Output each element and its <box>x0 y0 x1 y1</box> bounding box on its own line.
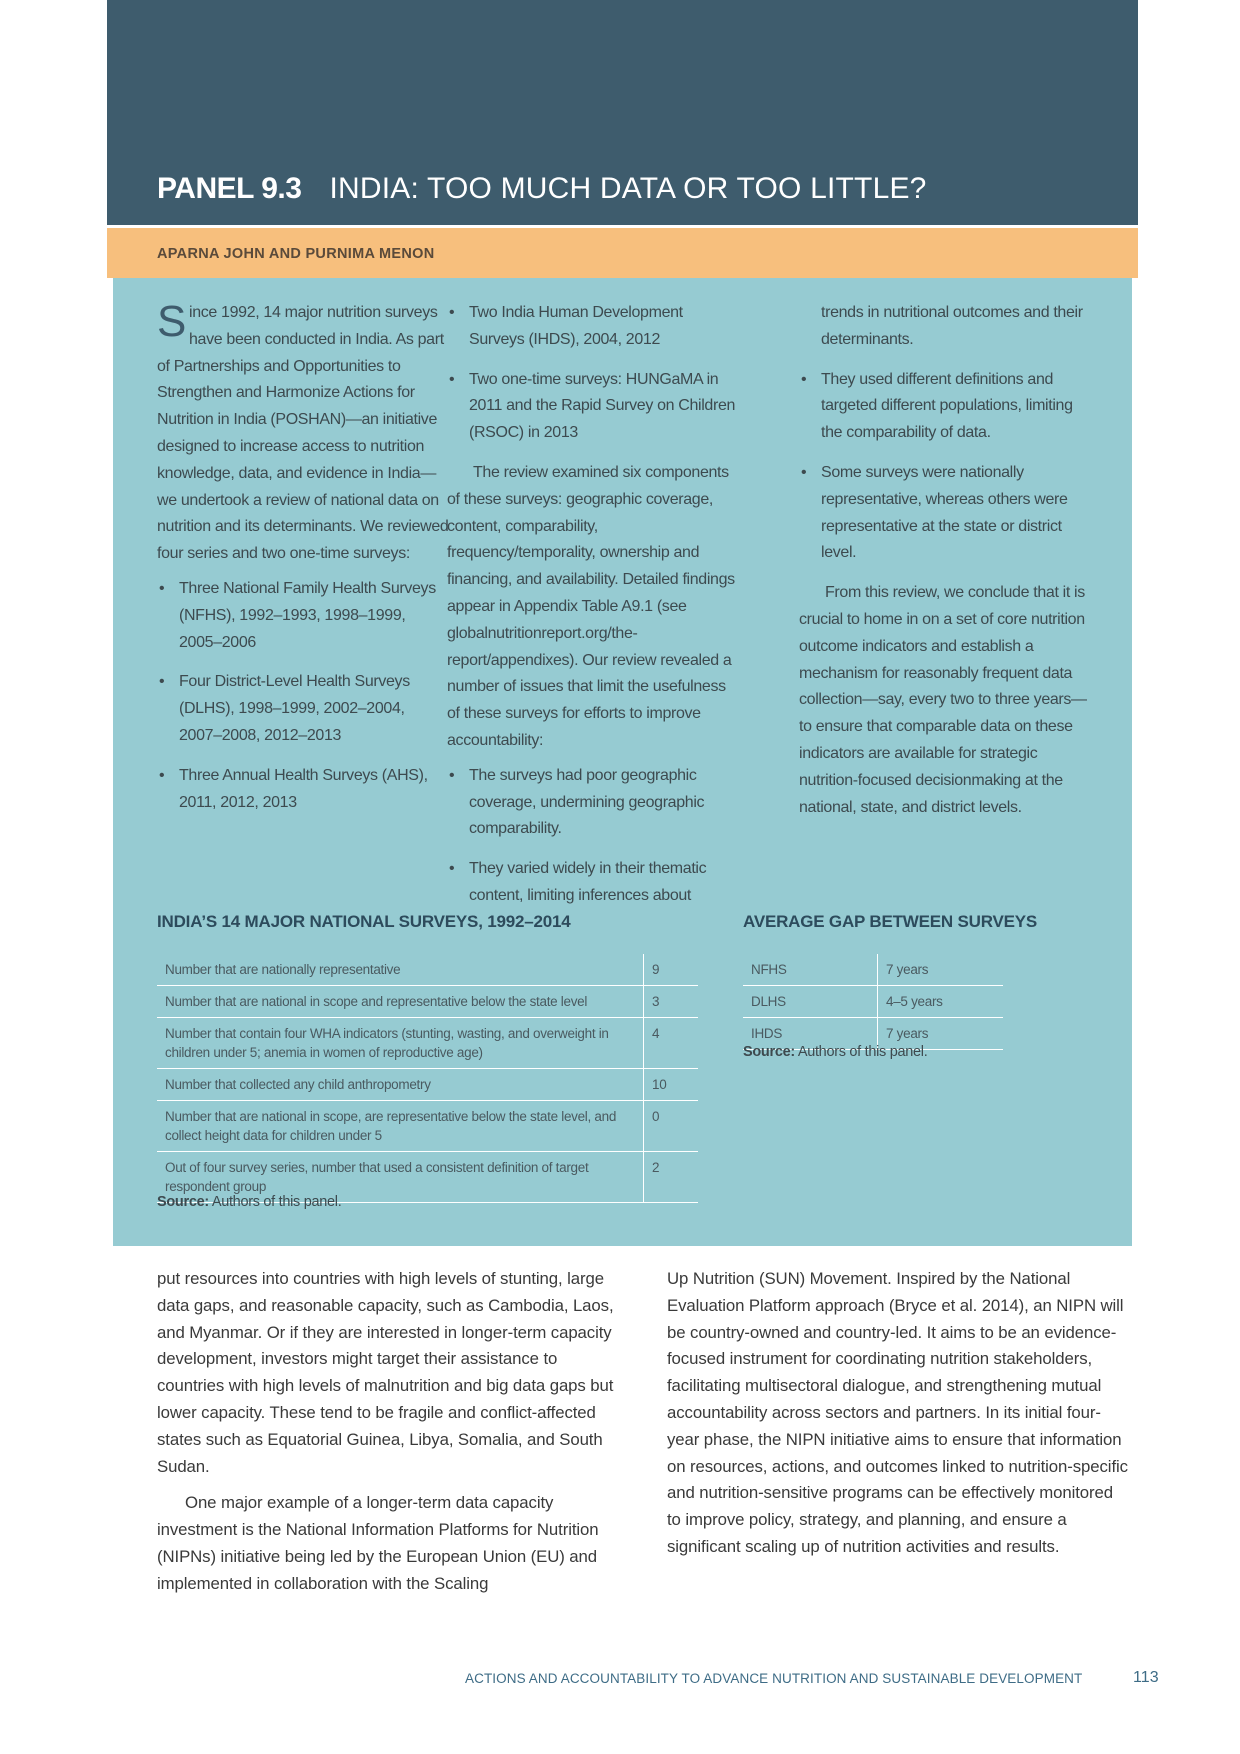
survey-list-1 <box>157 576 449 816</box>
page-number: 113 <box>1133 1669 1159 1686</box>
bullet-icon: • <box>159 673 165 691</box>
list-item: • Some surveys were nationally representative, whereas others were representative at the state or district level. <box>799 460 1091 567</box>
bullet-icon: • <box>449 370 455 388</box>
list-item: • Two India Human Development Surveys (IHDS), 2004, 2012 <box>447 300 739 354</box>
bullet-icon: • <box>449 766 455 784</box>
running-title: ACTIONS AND ACCOUNTABILITY TO ADVANCE NUTRITION AND SUSTAINABLE DEVELOPMENT <box>465 1671 1083 1686</box>
table-row: DLHS 4–5 years <box>743 986 1003 1018</box>
panel-column-2 <box>447 300 739 923</box>
table-row: Number that are national in scope, are representative below the state level, and collect height data for children under 5 0 <box>157 1101 698 1152</box>
conclusion-paragraph: From this review, we conclude that it is crucial to home in on a set of core nutrition outcome indicators and establish a mechanism for reasonably frequent data collection—say, every two to three years—to ensure that comparable data on these indicators are available for strategic nutrition-focused decisionmaking at the national, state, and district levels. <box>799 584 1087 816</box>
body-paragraph: One major example of a longer-term data capacity investment is the National Information Platforms for Nutrition (NIPNs) initiative being led by the European Union (EU) and implemented in collaboration with the Scaling <box>157 1493 599 1593</box>
table-row: IHDS 7 years <box>743 1018 1003 1050</box>
table-row: NFHS 7 years <box>743 954 1003 986</box>
table-row: Number that contain four WHA indicators (stunting, wasting, and overweight in children under 5; anemia in women of reproductive age) 4 <box>157 1018 698 1069</box>
table-row: Number that are nationally representative 9 <box>157 954 698 986</box>
surveys-table <box>157 954 698 1203</box>
body-column-right <box>667 1266 1129 1571</box>
intro-text: ince 1992, 14 major nutrition surveys have been conducted in India. As part of Partnerships and Opportunities to Strengthen and Harmonize Actions for Nutrition in India (POSHAN)—an initiative designed to increase access to nutrition knowledge, data, and evidence in India—we undertook a review of national data on nutrition and its determinants. We reviewed four series and two one-time surveys: <box>157 304 449 563</box>
panel-title-text: INDIA: TOO MUCH DATA OR TOO LITTLE? <box>329 172 927 205</box>
body-column-left <box>157 1266 619 1608</box>
survey-list-2 <box>447 300 739 447</box>
page-footer <box>465 1671 1165 1695</box>
gap-table-source: Source: Authors of this panel. <box>743 1044 928 1060</box>
bullet-icon: • <box>801 370 807 388</box>
authors: APARNA JOHN AND PURNIMA MENON <box>157 246 435 262</box>
gap-table <box>743 954 1003 1050</box>
panel-number: PANEL 9.3 <box>157 172 302 205</box>
list-item: • They used different definitions and targeted different populations, limiting the comparability of data. <box>799 367 1091 447</box>
table-row: Out of four survey series, number that used a consistent definition of target respondent group 2 <box>157 1152 698 1203</box>
list-item: • They varied widely in their thematic content, limiting inferences about <box>447 856 739 910</box>
body-paragraph: Up Nutrition (SUN) Movement. Inspired by the National Evaluation Platform approach (Bryce et al. 2014), an NIPN will be country-owned and country-led. It aims to be an evidence-focused instrument for coordinating nutrition stakeholders, facilitating multisectoral dialogue, and strengthening mutual accountability across sectors and partners. In its initial four-year phase, the NIPN initiative aims to ensure that information on resources, actions, and outcomes linked to nutrition-specific and nutrition-sensitive programs can be effectively monitored to improve policy, strategy, and planning, and ensure a significant scaling up of nutrition activities and results. <box>667 1269 1128 1556</box>
panel-header <box>107 0 1138 225</box>
list-item: • Three Annual Health Surveys (AHS), 2011, 2012, 2013 <box>157 763 449 817</box>
panel-column-1 <box>157 297 449 829</box>
panel-title <box>157 172 927 206</box>
body-paragraph: put resources into countries with high levels of stunting, large data gaps, and reasonable capacity, such as Cambodia, Laos, and Myanmar. Or if they are interested in longer-term capacity development, investors might target their assistance to countries with high levels of malnutrition and big data gaps but lower capacity. These tend to be fragile and conflict-affected states such as Equatorial Guinea, Libya, Somalia, and South Sudan. <box>157 1269 614 1476</box>
panel-column-3 <box>799 300 1091 829</box>
bullet-icon: • <box>449 860 455 878</box>
surveys-table-source: Source: Authors of this panel. <box>157 1194 342 1210</box>
surveys-table-title: INDIA’S 14 MAJOR NATIONAL SURVEYS, 1992–2014 <box>157 912 571 931</box>
review-paragraph: The review examined six components of these surveys: geographic coverage, content, comparability, frequency/temporality, ownership and financing, and availability. Detailed findings appear in Appendix Table A9.1 (see globalnutritionreport.org/the-report/appendixes). Our review revealed a number of issues that limit the usefulness of these surveys for efforts to improve accountability: <box>447 463 735 749</box>
drop-cap: S <box>157 297 186 346</box>
list-item: • Three National Family Health Surveys (NFHS), 1992–1993, 1998–1999, 2005–2006 <box>157 576 449 656</box>
intro-paragraph <box>157 297 449 568</box>
list-item: • The surveys had poor geographic coverage, undermining geographic comparability. <box>447 763 739 843</box>
bullet-icon: • <box>159 766 165 784</box>
issues-list-1 <box>447 763 739 910</box>
panel-box <box>113 278 1132 1246</box>
gap-table-title: AVERAGE GAP BETWEEN SURVEYS <box>743 912 1038 931</box>
list-item: • Four District-Level Health Surveys (DLHS), 1998–1999, 2002–2004, 2007–2008, 2012–2013 <box>157 669 449 749</box>
table-row: Number that collected any child anthropometry 10 <box>157 1069 698 1101</box>
author-bar <box>107 228 1138 278</box>
bullet-icon: • <box>159 579 165 597</box>
bullet-icon: • <box>801 463 807 481</box>
bullet-icon: • <box>449 304 455 321</box>
list-item: • Two one-time surveys: HUNGaMA in 2011 and the Rapid Survey on Children (RSOC) in 2013 <box>447 367 739 447</box>
table-row: Number that are national in scope and representative below the state level 3 <box>157 986 698 1018</box>
issues-list-2 <box>799 367 1091 568</box>
continuation-text: trends in nutritional outcomes and their determinants. <box>821 304 1083 348</box>
